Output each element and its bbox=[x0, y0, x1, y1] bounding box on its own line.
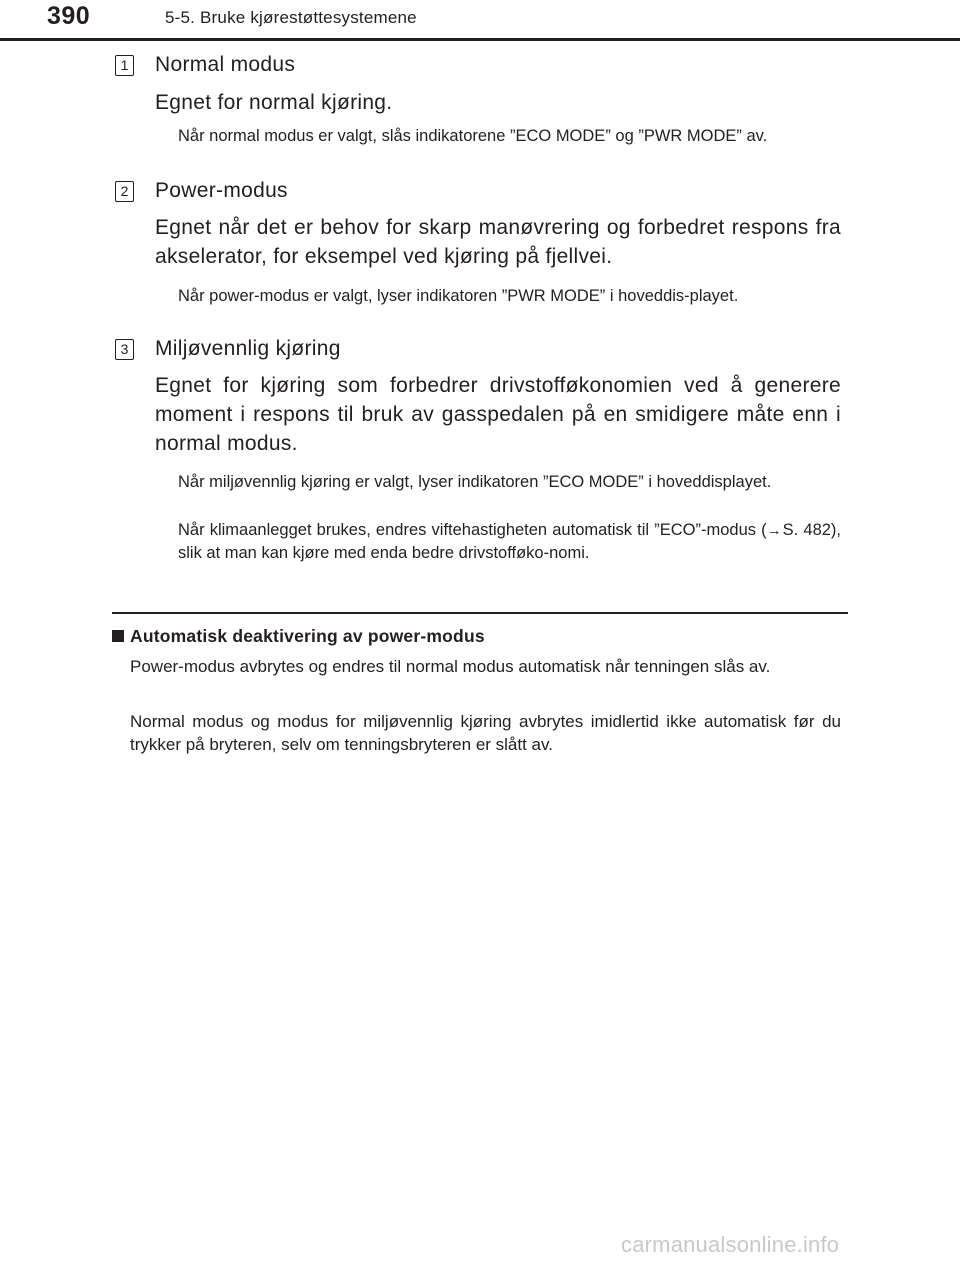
item-number-badge: 3 bbox=[115, 339, 134, 360]
item-title: Power-modus bbox=[155, 179, 288, 202]
item-title: Miljøvennlig kjøring bbox=[155, 337, 341, 360]
item-number-badge: 2 bbox=[115, 181, 134, 202]
item-description: Egnet for normal kjøring. bbox=[155, 91, 393, 114]
item-description: Egnet når det er behov for skarp manøvrering og forbedret respons fra akselerator, for eksempel ved kjøring på fjellvei. bbox=[155, 216, 841, 268]
info-heading-text: Automatisk deaktivering av power-modus bbox=[130, 626, 485, 646]
item-note: Når miljøvennlig kjøring er valgt, lyser indikatoren ”ECO MODE” i hoveddisplayet. bbox=[178, 473, 772, 491]
section-title: 5-5. Bruke kjørestøttesystemene bbox=[165, 8, 417, 27]
item-note: Når normal modus er valgt, slås indikatorene ”ECO MODE” og ”PWR MODE” av. bbox=[178, 127, 768, 145]
header-divider bbox=[0, 38, 960, 41]
info-heading bbox=[112, 626, 485, 647]
arrow-icon: → bbox=[766, 522, 782, 539]
info-paragraph: Power-modus avbrytes og endres til normal modus automatisk når tenningen slås av. bbox=[130, 657, 771, 676]
item-note bbox=[178, 519, 841, 564]
item-number-badge: 1 bbox=[115, 55, 134, 76]
item-title: Normal modus bbox=[155, 53, 296, 76]
page-number: 390 bbox=[47, 2, 91, 30]
square-bullet-icon bbox=[112, 630, 124, 642]
item-description: Egnet for kjøring som forbedrer drivstofføkonomien ved å generere moment i respons til bruk av gasspedalen på en smidigere måte enn i normal modus. bbox=[155, 374, 841, 455]
note-text: Når klimaanlegget brukes, endres viftehastigheten automatisk til ”ECO”-modus ( bbox=[178, 521, 767, 539]
watermark: carmanualsonline.info bbox=[621, 1232, 840, 1257]
info-paragraph: Normal modus og modus for miljøvennlig kjøring avbrytes imidlertid ikke automatisk før du trykker på bryteren, selv om tenningsbryteren er slått av. bbox=[130, 712, 841, 754]
page-reference-link[interactable]: S. 482), slik at man kan kjøre med enda bedre drivstofføko-nomi. bbox=[178, 521, 841, 562]
item-note: Når power-modus er valgt, lyser indikatoren ”PWR MODE” i hoveddis-playet. bbox=[178, 287, 739, 305]
section-divider bbox=[112, 612, 848, 614]
